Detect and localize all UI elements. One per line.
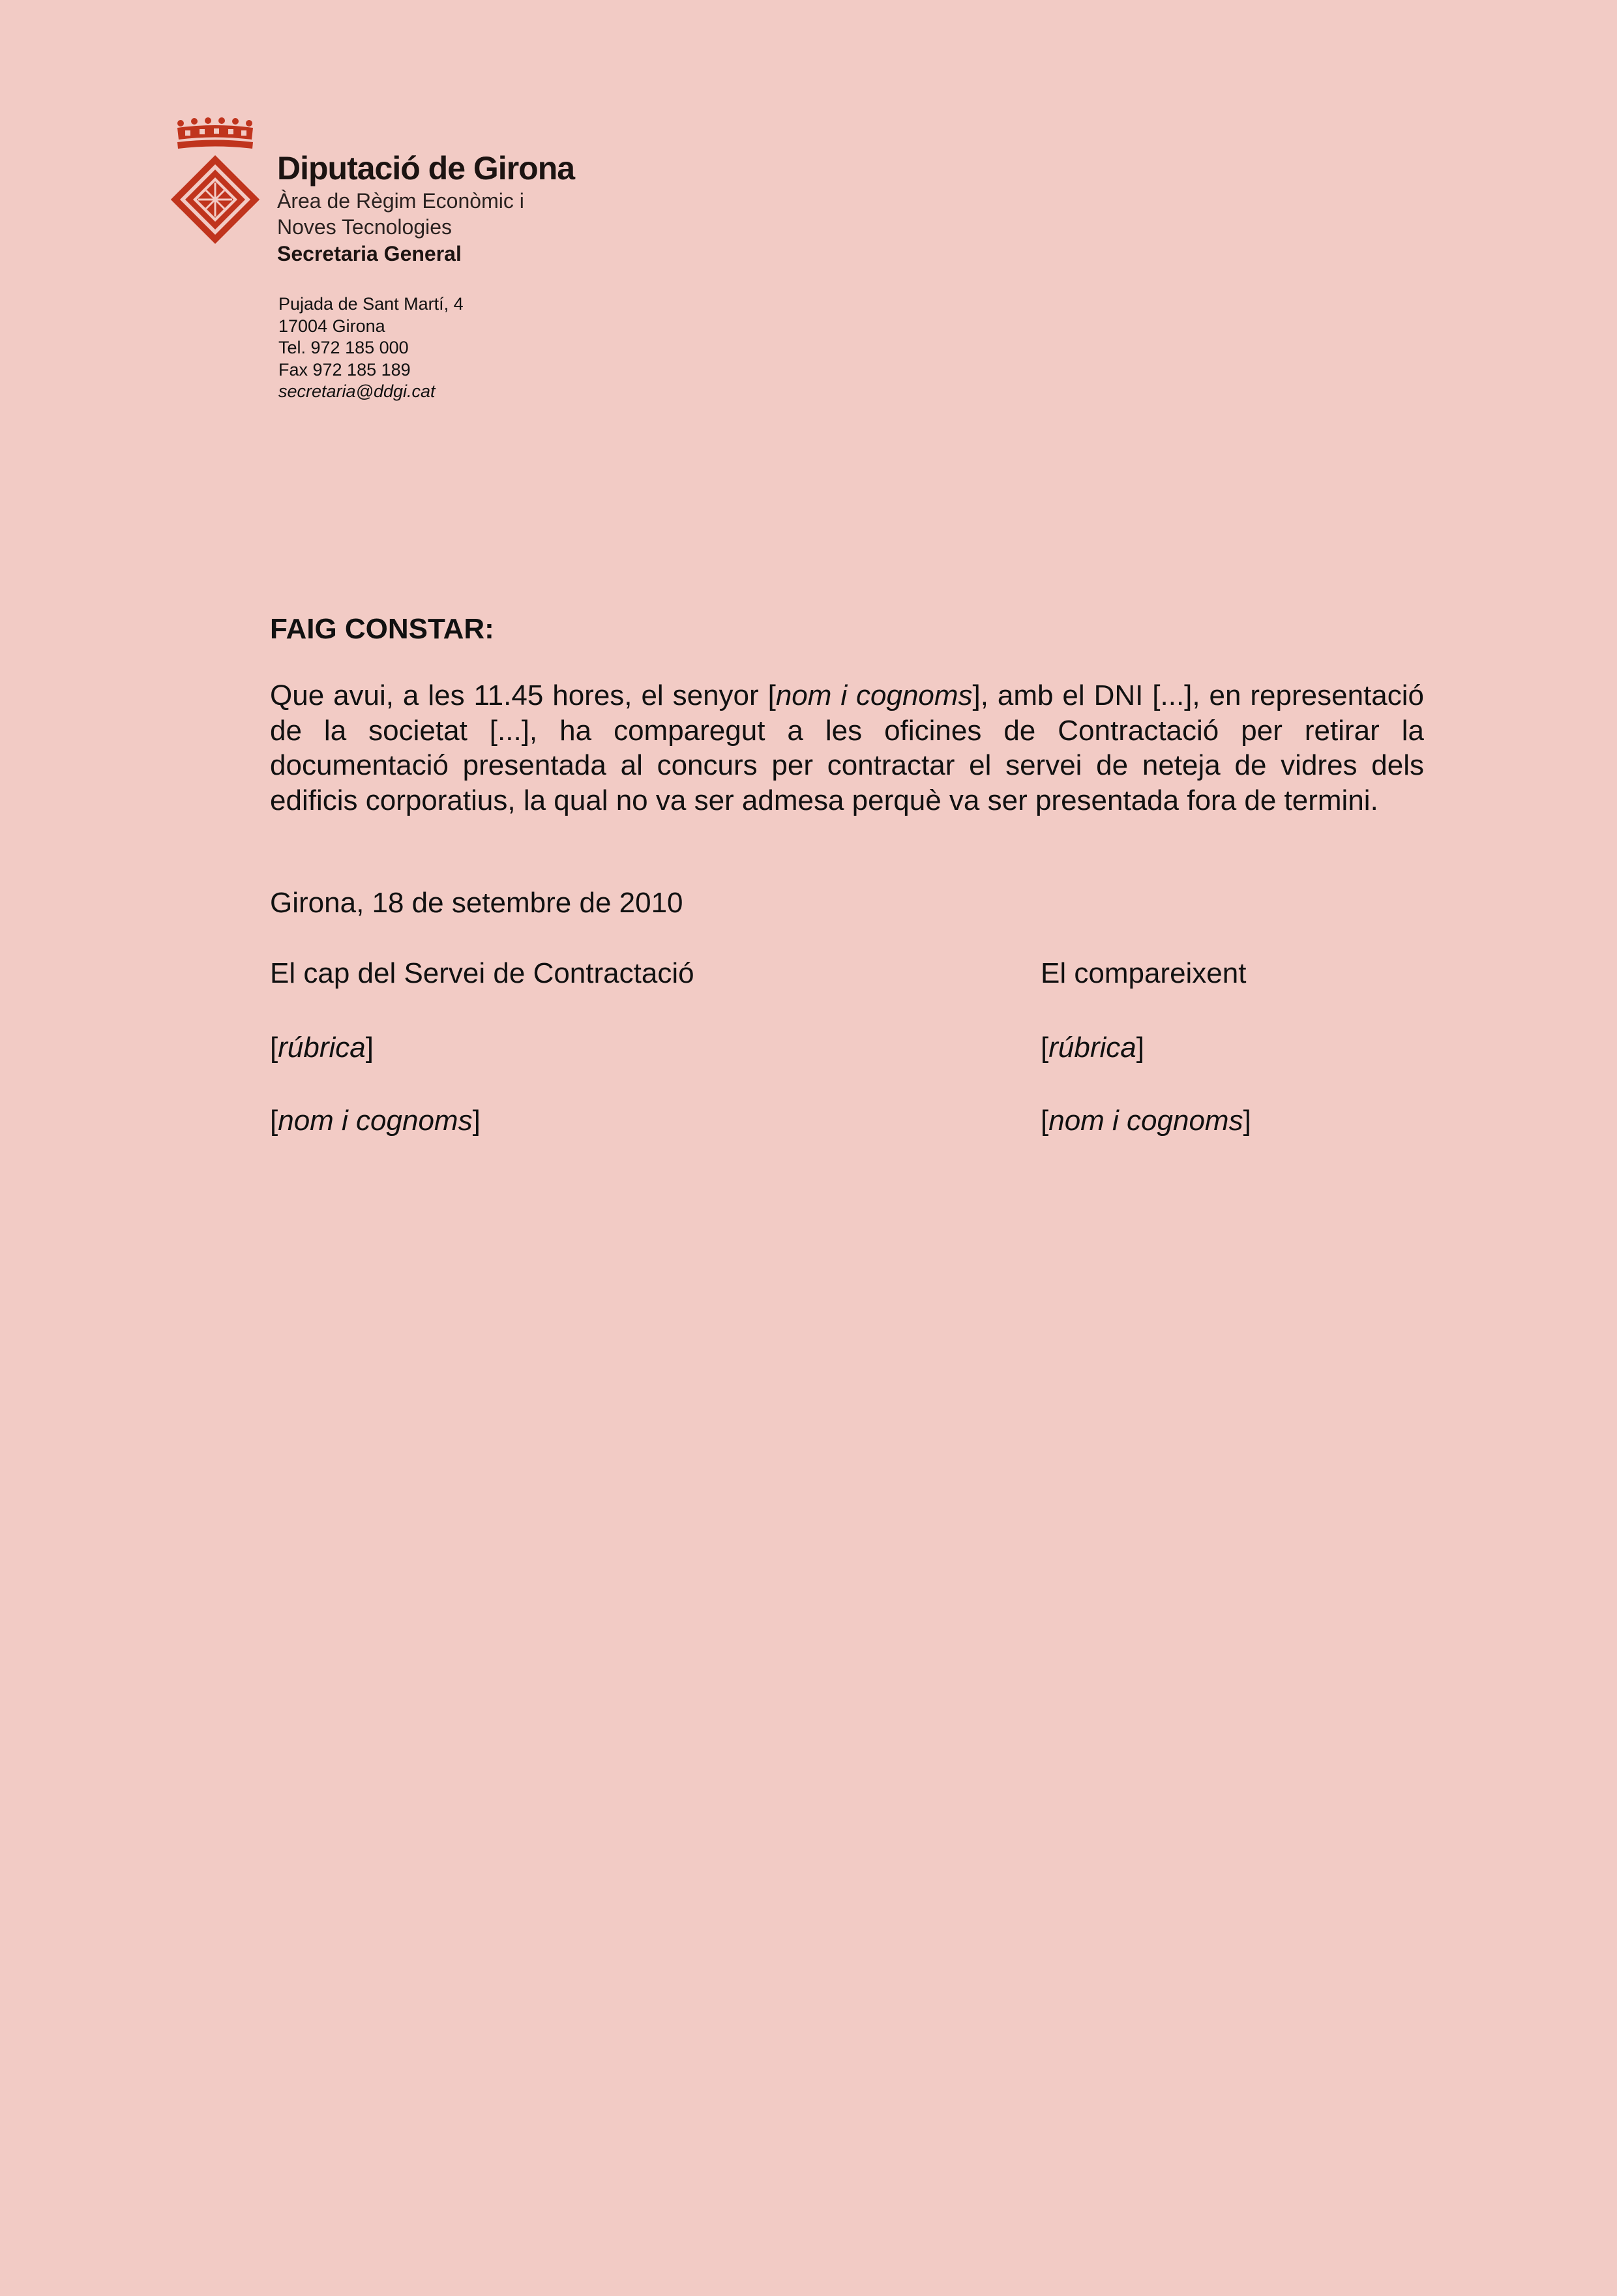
body-paragraph-placeholder: nom i cognoms: [775, 679, 973, 711]
signature-left-rubrica: [rúbrica]: [270, 1032, 374, 1064]
department-line-2: Noves Tecnologies: [277, 215, 452, 239]
address-street: Pujada de Sant Martí, 4: [278, 294, 464, 314]
address-fax: Fax 972 185 189: [278, 359, 411, 380]
organization-name: Diputació de Girona: [277, 150, 575, 186]
signature-right-title: El compareixent: [1041, 957, 1247, 989]
body-paragraph: [270, 678, 1424, 818]
date-line: Girona, 18 de setembre de 2010: [270, 887, 683, 919]
address-tel: Tel. 972 185 000: [278, 338, 409, 357]
body-paragraph-part2: ], amb el DNI [...], en representació de la societat [...], ha comparegut a les oficines de Contractació per retirar la documentació presentada al concurs per contractar el servei de neteja de vidres dels edificis corporatius, la qual no va ser admesa perquè va ser presentada fora de termini.: [270, 679, 1424, 816]
signature-left-name: [nom i cognoms]: [270, 1105, 481, 1137]
department-line-1: Àrea de Règim Econòmic i: [277, 189, 524, 213]
signature-right-name-text: nom i cognoms: [1048, 1105, 1243, 1137]
signature-left-name-text: nom i cognoms: [278, 1105, 473, 1137]
address-email: secretaria@ddgi.cat: [278, 381, 436, 401]
signature-right-name: [nom i cognoms]: [1041, 1105, 1251, 1137]
signature-left-title: El cap del Servei de Contractació: [270, 957, 694, 989]
signature-left-rubrica-text: rúbrica: [278, 1032, 366, 1064]
section-name: Secretaria General: [277, 242, 462, 265]
letterhead: [277, 149, 799, 267]
document-heading: FAIG CONSTAR:: [270, 613, 494, 645]
diputacio-girona-emblem-icon: [163, 117, 267, 248]
address-city: 17004 Girona: [278, 316, 385, 336]
body-paragraph-part1: Que avui, a les 11.45 hores, el senyor [: [270, 679, 776, 711]
signature-right-rubrica: [rúbrica]: [1041, 1032, 1144, 1064]
signature-right-rubrica-text: rúbrica: [1048, 1032, 1136, 1064]
address-block: [278, 293, 464, 403]
